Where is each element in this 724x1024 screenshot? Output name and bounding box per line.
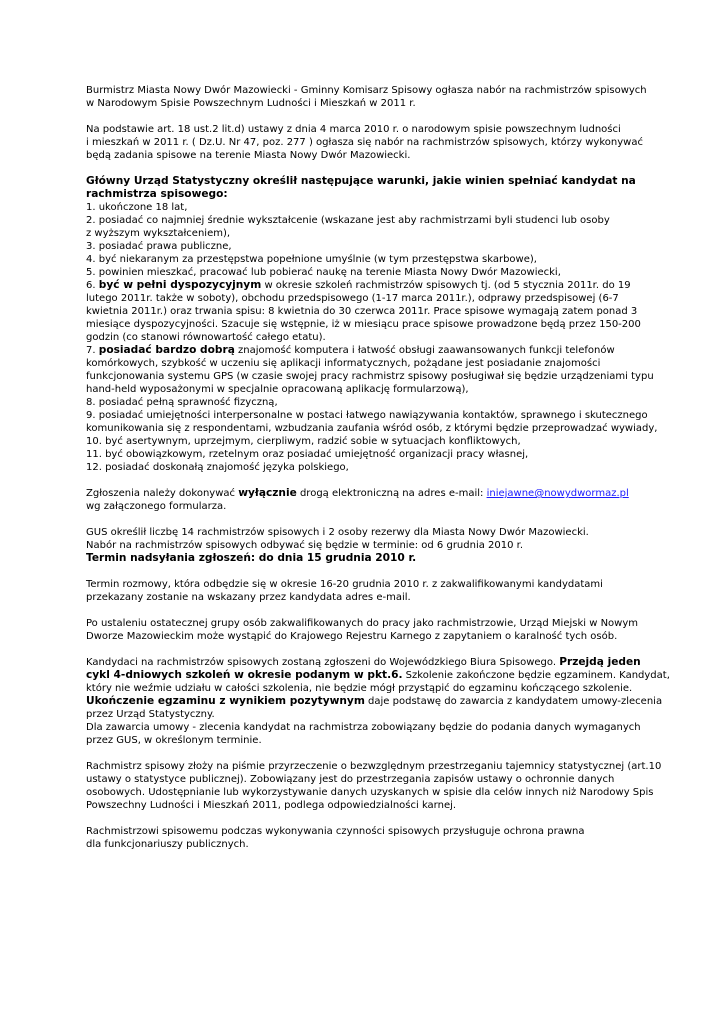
text-line: Dla zawarcia umowy - zlecenia kandydat na rachmistrza zobowiązany będzie do podania danych wymaganych <box>86 722 641 733</box>
condition-item: 2. posiadać co najmniej średnie wykształcenie (wskazane jest aby rachmistrzami byli studenci lub osoby <box>86 215 610 226</box>
condition-item: 1. ukończone 18 lat, <box>86 202 188 213</box>
text-line: Po ustaleniu ostatecznej grupy osób zakwalifikowanych do pracy jako rachmistrzowie, Urząd Miejski w Nowym <box>86 618 639 629</box>
text-line: Nabór na rachmistrzów spisowych odbywać się będzie w terminie: od 6 grudnia 2010 r. <box>86 540 524 551</box>
text-line: Burmistrz Miasta Nowy Dwór Mazowiecki - Gminny Komisarz Spisowy ogłasza nabór na rachmistrzów spisowych <box>86 85 647 96</box>
condition-item: hand-held wyposażonymi w specjalnie opracowaną aplikację formularzową), <box>86 384 469 395</box>
text-line: przez Urząd Statystyczny. <box>86 709 215 720</box>
text-line: przez GUS, w określonym terminie. <box>86 735 262 746</box>
text-line: Na podstawie art. 18 ust.2 lit.d) ustawy z dnia 4 marca 2010 r. o narodowym spisie powszechnym ludności <box>86 124 621 135</box>
condition-item: 3. posiadać prawa publiczne, <box>86 241 232 252</box>
condition-item: 12. posiadać doskonałą znajomość języka polskiego, <box>86 462 349 473</box>
submission-paragraph <box>86 487 646 513</box>
text-line: Ukończenie egzaminu z wynikiem pozytywnym daje podstawę do zawarcia z kandydatem umowy-zlecenia <box>86 695 663 707</box>
gus-paragraph <box>86 526 646 565</box>
krk-paragraph <box>86 617 646 643</box>
condition-item: 4. być niekaranym za przestępstwa popełnione umyślnie (w tym przestępstwa skarbowe), <box>86 254 537 265</box>
condition-item: godzin (co stanowi równowartość całego etatu). <box>86 332 326 343</box>
condition-item: funkcjonowania systemu GPS (w czasie swojej pracy rachmistrz spisowy posługiwał się będzie urządzeniami typu <box>86 371 654 382</box>
protection-paragraph <box>86 825 646 851</box>
conditions-heading: rachmistrza spisowego: <box>86 188 228 200</box>
condition-item: 10. być asertywnym, uprzejmym, cierpliwym, radzić sobie w sytuacjach konfliktowych, <box>86 436 521 447</box>
deadline-line: Termin nadsyłania zgłoszeń: do dnia 15 grudnia 2010 r. <box>86 552 417 564</box>
conditions-heading: Główny Urząd Statystyczny określił następujące warunki, jakie winien spełniać kandydat na <box>86 175 636 187</box>
intro-paragraph <box>86 84 646 110</box>
text-line: osobowych. Udostępnianie lub wykorzystywanie danych uzyskanych w spisie dla celów innych niż Narodowy Spis <box>86 787 654 798</box>
text-line: i mieszkań w 2011 r. ( Dz.U. Nr 47, poz. 277 ) ogłasza się nabór na rachmistrzów spisowych, którzy wykonywać <box>86 137 643 148</box>
text-line: ustawy o statystyce publicznej). Zobowiązany jest do przestrzegania zapisów ustawy o ochronnie danych <box>86 774 615 785</box>
email-link[interactable]: iniejawne@nowydwormaz.pl <box>486 488 629 499</box>
condition-item: z wyższym wykształceniem), <box>86 228 231 239</box>
text-line: będą zadania spisowe na terenie Miasta Nowy Dwór Mazowiecki. <box>86 150 411 161</box>
training-paragraph <box>86 656 670 747</box>
condition-item: komórkowych, szybkość w uczeniu się aplikacji informatycznych, pożądane jest posiadanie znajomości <box>86 358 601 369</box>
text-line: cykl 4-dniowych szkoleń w okresie podanym w pkt.6. Szkolenie zakończone będzie egzaminem. Kandydat, <box>86 669 670 681</box>
text-line: Powszechny Ludności i Mieszkań 2011, podlega odpowiedzialności karnej. <box>86 800 457 811</box>
condition-item: 6. być w pełni dyspozycyjnym w okresie szkoleń rachmistrzów spisowych tj. (od 5 stycznia 2011r. do 19 <box>86 279 631 291</box>
condition-item: komunikowania się z respondentami, wzbudzania zaufania wśród osób, z którymi będzie przeprowadzać wywiady, <box>86 423 658 434</box>
condition-item: 9. posiadać umiejętności interpersonalne w postaci łatwego nawiązywania kontaktów, sprawnego i skutecznego <box>86 410 648 421</box>
condition-item: 7. posiadać bardzo dobrą znajomość komputera i łatwość obsługi zaawansowanych funkcji telefonów <box>86 344 615 356</box>
condition-item: kwietnia 2011r.) oraz trwania spisu: 8 kwietnia do 30 czerwca 2011r. Prace spisowe wymagają zatem ponad 3 <box>86 306 638 317</box>
text-line: Zgłoszenia należy dokonywać wyłącznie drogą elektroniczną na adres e-mail: iniejawne@nowydwormaz.pl <box>86 487 629 499</box>
text-line: Rachmistrzowi spisowemu podczas wykonywania czynności spisowych przysługuje ochrona prawna <box>86 826 585 837</box>
text-line: który nie weźmie udziału w całości szkolenia, nie będzie mógł przystąpić do egzaminu kończącego szkolenie. <box>86 683 633 694</box>
condition-item: lutego 2011r. także w soboty), obchodu przedspisowego (1-17 marca 2011r.), odprawy przedspisowej (6-7 <box>86 293 619 304</box>
text-line: przekazany zostanie na wskazany przez kandydata adres e-mail. <box>86 592 411 603</box>
text-line: dla funkcjonariuszy publicznych. <box>86 839 249 850</box>
text-line: w Narodowym Spisie Powszechnym Ludności i Mieszkań w 2011 r. <box>86 98 416 109</box>
text-line: Dworze Mazowieckim może wystąpić do Krajowego Rejestru Karnego z zapytaniem o karalność tych osób. <box>86 631 618 642</box>
interview-paragraph <box>86 578 646 604</box>
condition-item: 11. być obowiązkowym, rzetelnym oraz posiadać umiejętność organizacji pracy własnej, <box>86 449 529 460</box>
document-page <box>86 84 670 851</box>
condition-item: 5. powinien mieszkać, pracować lub pobierać naukę na terenie Miasta Nowy Dwór Mazowiecki, <box>86 267 561 278</box>
secrecy-paragraph <box>86 760 662 812</box>
text-line: GUS określił liczbę 14 rachmistrzów spisowych i 2 osoby rezerwy dla Miasta Nowy Dwór Mazowiecki. <box>86 527 589 538</box>
condition-item: 8. posiadać pełną sprawność fizyczną, <box>86 397 278 408</box>
conditions-list <box>86 175 658 474</box>
text-line: Kandydaci na rachmistrzów spisowych zostaną zgłoszeni do Wojewódzkiego Biura Spisowego. Przejdą jeden <box>86 656 641 668</box>
text-line: Termin rozmowy, która odbędzie się w okresie 16-20 grudnia 2010 r. z zakwalifikowanymi kandydatami <box>86 579 603 590</box>
condition-item: miesiące dyspozycyjności. Szacuje się wstępnie, iż w miesiącu prace spisowe prowadzone będą przez 150-200 <box>86 319 641 330</box>
legal-basis-paragraph <box>86 123 646 162</box>
text-line: Rachmistrz spisowy złoży na piśmie przyrzeczenie o bezwzględnym przestrzeganiu tajemnicy statystycznej (art.10 <box>86 761 662 772</box>
text-line: wg załączonego formularza. <box>86 501 227 512</box>
